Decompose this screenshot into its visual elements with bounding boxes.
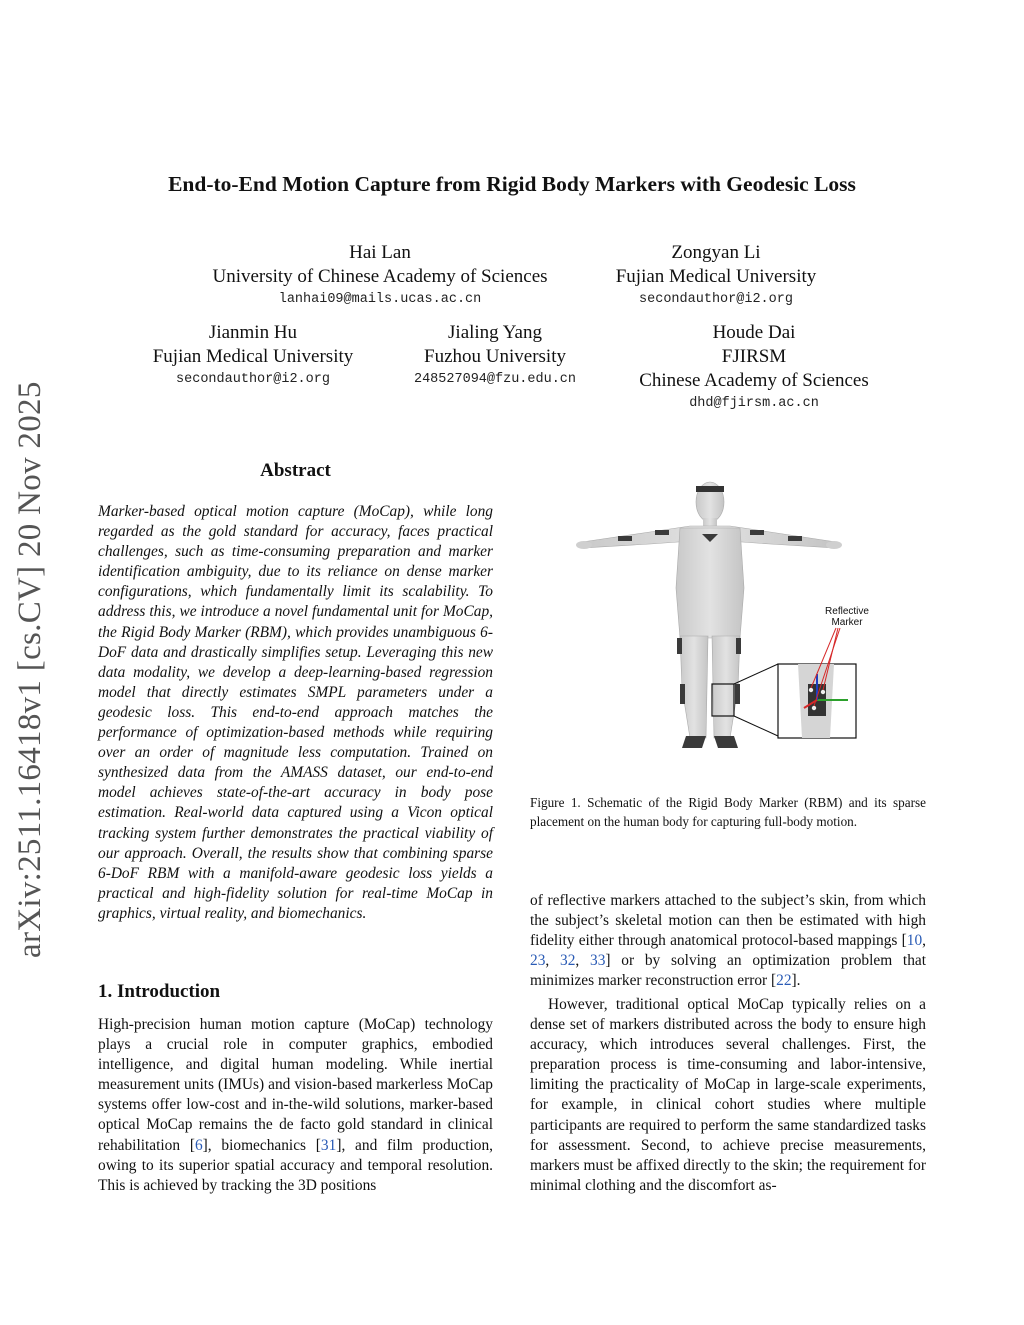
left-forearm-marker <box>655 530 669 535</box>
author-name: Jialing Yang <box>448 322 542 343</box>
author-email: 248527094@fzu.edu.cn <box>413 372 577 387</box>
reflective-dot <box>812 706 816 710</box>
zoom-line-top <box>734 664 778 684</box>
left-thigh-marker <box>677 638 682 654</box>
zoom-line-bottom <box>734 716 778 736</box>
author-block-3 <box>133 321 373 391</box>
rbm-body-schematic <box>530 468 930 768</box>
abstract-heading: Abstract <box>260 460 331 481</box>
citation-link[interactable]: 10 <box>906 932 923 950</box>
right-foot-marker <box>714 736 738 748</box>
reflective-dot <box>809 688 813 692</box>
text-run: of reflective markers attached to the subject’s skin, from which the subject’s skeletal motion can then be estimated with high fidelity either through anatomical protocol-based mappings [ <box>530 892 926 950</box>
left-hand <box>576 541 592 549</box>
left-shank-marker <box>680 684 685 704</box>
abstract-text: Marker-based optical motion capture (MoCap), while long regarded as the gold standard for accuracy, faces practical challenges, such as time-consuming preparation and marker identification ambiguity, due to its reliance on dense marker configurations, which fundamentally limit its scalability. To address this, we introduce a novel fundamental unit for MoCap, the Rigid Body Marker (RBM), which provides unambiguous 6-DoF data and drastically simplifies setup. Leveraging this new data modality, we develop a deep-learning-based regression model that directly estimates SMPL parameters under a geodesic loss. This end-to-end approach matches the performance of optimization-based methods while requiring over an order of magnitude less computation. Trained on synthesized data from the AMASS dataset, our end-to-end model achieves state-of-the-art accuracy in body pose estimation. Real-world data captured using a Vicon optical tracking system further demonstrates the practical viability of our approach. Overall, the results show that combining sparse 6-DoF RBM with a manifold-aware geodesic loss yields a practical and high-fidelity solution for real-time MoCap in graphics, virtual reality, and biomechanics. <box>98 503 493 922</box>
intro-paragraph-3: However, traditional optical MoCap typically relies on a dense set of markers distributed across the body to ensure high accuracy, which introduces several challenges. First, the preparation process is time-consuming and labor-intensive, limiting the practicality of MoCap in large-scale experiments, for example, in clinical cohort studies where multiple participants are required to perform the same standardized tasks for assessment. Second, to achieve precise measurements, markers must be affixed directly to the skin; the requirement for minimal clothing and the discomfort as- <box>530 996 926 1194</box>
text-run: High-precision human motion capture (MoCap) technology plays a crucial role in computer graphics, embodied intelligence, and digital human modeling. While inertial measurement units (IMUs) and vision-based markerless MoCap systems offer low-cost and in-the-wild solutions, marker-based optical MoCap remains the de facto gold standard in clinical rehabilitation [ <box>98 1016 493 1154</box>
author-email: dhd@fjirsm.ac.cn <box>689 396 819 411</box>
reflective-marker-label-1: Reflective <box>825 606 869 617</box>
reflective-dot <box>821 690 825 694</box>
author-affiliation: FJIRSM <box>721 346 787 367</box>
figure-1-caption: Figure 1. Schematic of the Rigid Body Marker (RBM) and its sparse placement on the human body for capturing full-body motion. <box>530 795 926 829</box>
right-forearm-marker <box>788 536 802 541</box>
text-run: ]. <box>791 972 801 990</box>
text-run: ], and film production, owing to its superior spatial accuracy and temporal resolution. This is achieved by tracking the 3D positions <box>98 1136 493 1194</box>
citation-link[interactable]: 33 <box>590 952 606 970</box>
citation-link[interactable]: 31 <box>320 1136 337 1154</box>
author-name: Jianmin Hu <box>208 322 298 343</box>
right-hand <box>826 541 842 549</box>
author-block-5 <box>619 321 889 415</box>
arxiv-stamp: arXiv:2511.16418v1 [cs.CV] 20 Nov 2025 <box>12 381 48 958</box>
author-block-1 <box>190 241 570 311</box>
head-marker <box>696 486 724 492</box>
citation-link[interactable]: 6 <box>194 1136 203 1154</box>
author-email: secondauthor@i2.org <box>176 372 330 387</box>
author-affiliation: Fujian Medical University <box>152 346 354 367</box>
citation-link[interactable]: 32 <box>560 952 576 970</box>
right-shank-marker <box>735 684 740 704</box>
citation-link[interactable]: 23 <box>530 952 546 970</box>
right-upperarm-marker <box>750 530 764 535</box>
author-name: Houde Dai <box>712 322 796 343</box>
reflective-marker-label-2: Marker <box>831 617 863 628</box>
left-upperarm-marker <box>618 536 632 541</box>
intro-paragraph-2: of reflective markers attached to the subject’s skin, from which the subject’s skeletal motion can then be estimated with high fidelity either through anatomical protocol-based mappings [10, 23, 32, 33] or by solving an optimization problem that minimizes marker reconstruction error [22]. <box>530 892 926 990</box>
author-affiliation-2: Chinese Academy of Sciences <box>639 370 869 391</box>
introduction-heading: 1. Introduction <box>98 981 221 1002</box>
author-affiliation: Fujian Medical University <box>615 266 817 287</box>
intro-paragraph-1 <box>98 1015 493 1196</box>
author-affiliation: University of Chinese Academy of Sciences <box>212 266 548 287</box>
author-email: secondauthor@i2.org <box>639 292 793 307</box>
paper-title: End-to-End Motion Capture from Rigid Body Markers with Geodesic Loss <box>168 172 856 196</box>
author-email: lanhai09@mails.ucas.ac.cn <box>278 292 482 307</box>
author-block-4 <box>390 321 600 391</box>
figure-1 <box>530 468 930 768</box>
author-name: Hai Lan <box>349 242 411 263</box>
text-run: ], biomechanics [ <box>202 1136 321 1154</box>
citation-link[interactable]: 22 <box>776 972 792 990</box>
torso-shape <box>676 528 744 638</box>
author-affiliation: Fuzhou University <box>424 346 566 367</box>
author-name: Zongyan Li <box>671 242 761 263</box>
left-foot-marker <box>682 736 706 748</box>
right-thigh-marker <box>736 638 741 654</box>
text-run: ] or by solving an optimization problem that minimizes marker reconstruction error [ <box>530 952 926 990</box>
author-block-2 <box>596 241 836 311</box>
